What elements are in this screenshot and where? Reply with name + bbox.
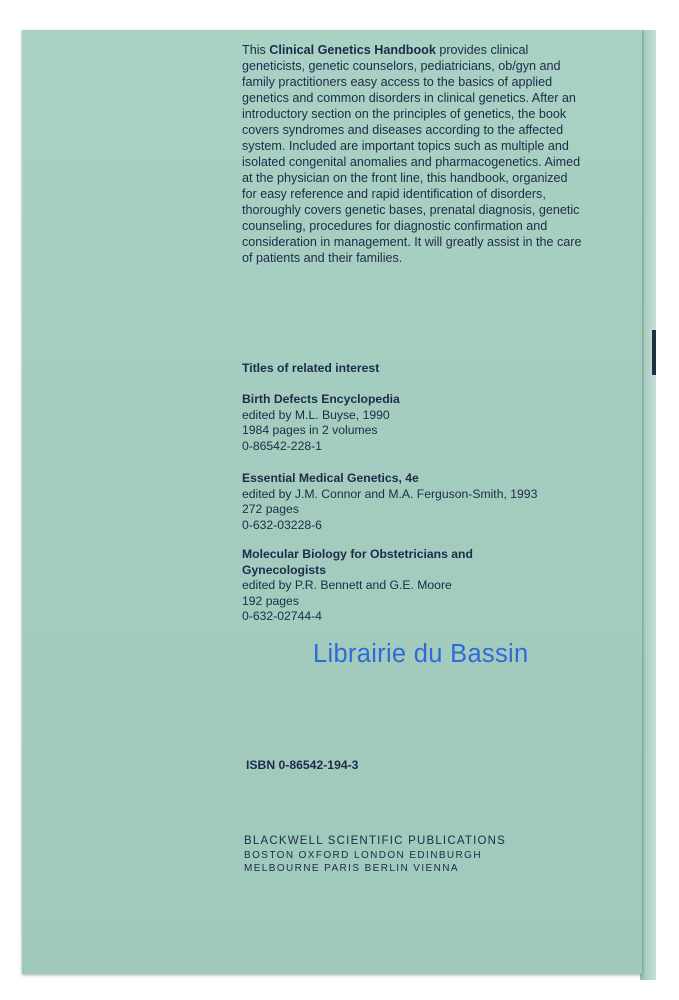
- book-isbn: 0-632-03228-6: [242, 517, 322, 532]
- book-title: Birth Defects Encyclopedia: [242, 392, 400, 406]
- book-isbn: 0-632-02744-4: [242, 609, 322, 624]
- cover-blurb: [242, 42, 582, 266]
- publisher-cities-1: BOSTON OXFORD LONDON EDINBURGH: [244, 850, 482, 861]
- publisher-cities-2: MELBOURNE PARIS BERLIN VIENNA: [244, 863, 459, 874]
- book-title: Molecular Biology for Obstetricians and Gynecologists: [242, 547, 473, 577]
- book-spine-edge: [640, 30, 656, 980]
- spine-dark-strip: [652, 330, 656, 375]
- bookseller-watermark: Librairie du Bassin: [313, 640, 529, 668]
- publisher-name: BLACKWELL SCIENTIFIC PUBLICATIONS: [244, 835, 506, 847]
- related-book-1: [242, 392, 602, 454]
- book-editors: edited by P.R. Bennett and G.E. Moore: [242, 578, 452, 593]
- related-book-2: [242, 471, 602, 533]
- book-pages: 192 pages: [242, 593, 299, 608]
- publisher-block: [244, 834, 506, 875]
- blurb-body: provides clinical geneticists, genetic counselors, pediatricians, ob/gyn and family practitioners easy access to the basics of applied genetics and common disorders in clinical genetics. After an introductory section on the principles of genetics, the book covers syndromes and diseases according to the affected system. Included are important topics such as multiple and isolated congenital anomalies and pharmacogenetics. Aimed at the physician on the front line, this handbook, organized for easy reference and rapid identification of disorders, thoroughly covers genetic bases, prenatal diagnosis, genetic counseling, procedures for diagnostic confirmation and consideration in management. It will greatly assist in the care of patients and their families.: [242, 43, 582, 265]
- book-editors: edited by J.M. Connor and M.A. Ferguson-Smith, 1993: [242, 486, 538, 501]
- blurb-intro: This: [242, 43, 270, 57]
- related-book-3: [242, 547, 502, 625]
- related-titles-heading: Titles of related interest: [242, 361, 380, 375]
- book-pages: 1984 pages in 2 volumes: [242, 423, 378, 438]
- book-title: Essential Medical Genetics, 4e: [242, 471, 419, 485]
- book-isbn: 0-86542-228-1: [242, 438, 322, 453]
- book-editors: edited by M.L. Buyse, 1990: [242, 407, 390, 422]
- back-cover: [22, 30, 642, 974]
- book-pages: 272 pages: [242, 502, 299, 517]
- isbn-label: ISBN 0-86542-194-3: [246, 758, 359, 772]
- blurb-book-title: Clinical Genetics Handbook: [269, 43, 436, 57]
